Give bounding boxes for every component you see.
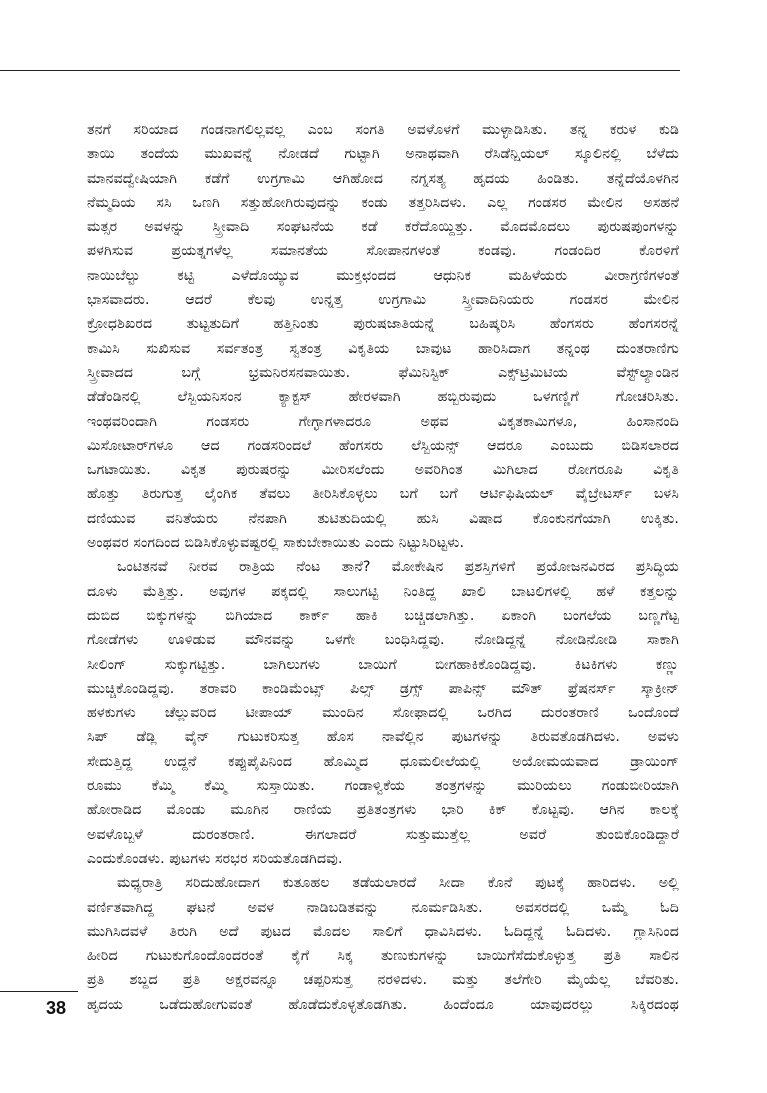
text-line: ತನಗೆ ಸರಿಯಾದ ಗಂಡನಾಗಲಿಲ್ಲವಲ್ಲ ಎಂಬ ಸಂಗತಿ ಅವಳೊಳಗೆ ಮುಳ್ಳಾಡಿಸಿತು. ತನ್ನ ಕರುಳ ಕುಡಿ	[87, 122, 679, 138]
text-line: ಮಿಸೋಟಾರ್‌ಗಳೂ ಆದ ಗಂಡಸರಿಂದಲೆ ಹೆಂಗಸರು ಲೆಸ್ಬಿಯನ್ಸ್ ಆದರೂ ಎಂಬುದು ಬಿಡಿಸಲಾರದ	[87, 437, 679, 454]
text-line: ಅವಳೊಬ್ಬಳೆ ದುರಂತರಾಣಿ. ಈಗಲಾದರೆ ಸುತ್ತುಮುತ್ತೆಲ್ಲ ಅವರೆ ತುಂಬಿಕೊಂಡಿದ್ದಾರೆ	[87, 826, 679, 843]
text-line: ಸೇದುತ್ತಿದ್ದ ಉದ್ದನೆ ಕಪ್ಪುಪೈಪಿನಿಂದ ಹೊಮ್ಮಿದ ಧೂಮಲೀಲೆಯಲ್ಲಿ ಅಯೋಮಯವಾದ ಡ್ರಾಯಿಂಗ್	[87, 753, 679, 770]
text-line: ರೂಮು ಕೆಮ್ಮಿ ಕೆಮ್ಮಿ ಸುಸ್ತಾಯಿತು. ಗಂಡಾಳ್ವಿಕೆಯ ತಂತ್ರಗಳನ್ನು ಮುರಿಯಲು ಗಂಡುಬೀರಿಯಾಗಿ	[87, 778, 679, 795]
text-line: ಹಳಕುಗಳು ಚೆಲ್ಲುವರಿದ ಟೀಪಾಯ್ ಮುಂದಿನ ಸೋಫಾದಲ್ಲಿ ಒರಗಿದ ದುರಂತರಾಣಿ ಒಂದೊಂದೆ	[87, 705, 679, 722]
text-line: ಸೀಲಿಂಗ್ ಸುಕ್ಕುಗಟ್ಟಿತ್ತು. ಬಾಗಿಲುಗಳು ಬಾಯಿಗೆ ಬೀಗಹಾಕಿಕೊಂಡಿದ್ದವು. ಕಿಟಕಿಗಳು ಕಣ್ಣು	[87, 656, 679, 673]
text-line: ಕ್ರೋಧಶಿಖರದ ತುಟ್ಟತುದಿಗೆ ಹತ್ತಿನಿಂತು ಪುರುಷಜಾತಿಯನ್ನೆ ಬಹಿಷ್ಕರಿಸಿ ಹೆಂಗಸರು ಹೆಂಗಸರನ್ನೆ	[87, 316, 679, 333]
text-line: ಹೊತ್ತು ತಿರುಗುತ್ತ ಲೈಂಗಿಕ ತೆವಲು ತೀರಿಸಿಕೊಳ್ಳಲು ಬಗೆ ಬಗೆ ಆರ್ಟಿಫಿಷಿಯಲ್ ವೈಬ್ರೇಟರ್ಸ್ ಬಳಸಿ	[87, 486, 679, 503]
text-line: ಮುಗಿಸಿದವಳೆ ತಿರುಗಿ ಅದೆ ಪುಟದ ಮೊದಲ ಸಾಲಿಗೆ ಧಾವಿಸಿದಳು. ಓದಿದ್ದನ್ನೆ ಓದಿದಳು. ಗ್ಲಾಸಿನಿಂದ	[87, 923, 679, 940]
text-line: ಸ್ತ್ರೀವಾದದ ಬಗ್ಗೆ ಭ್ರಮನಿರಸನವಾಯಿತು. ಫೆಮಿನಿಸ್ಟಿಕ್ ಎಕ್ಸ್‌ಟ್ರಿಮಿಟಿಯ ವೆಸ್ಟ್‌ಲ್ಯಾಂಡಿನ	[87, 364, 679, 381]
text-line: ಅಂಥವರ ಸಂಗದಿಂದ ಬಿಡಿಸಿಕೊಳ್ಳುವಷ್ಟರಲ್ಲಿ ಸಾಕುಬೇಕಾಯಿತು ಎಂದು ನಿಟ್ಟುಸಿರಿಟ್ಟಳು.	[87, 535, 465, 552]
text-line: ಪಳಗಿಸುವ ಪ್ರಯತ್ನಗಳೆಲ್ಲ ಸಮಾನತೆಯ ಸೋಪಾನಗಳಂತೆ ಕಂಡವು. ಗಂಡಂದಿರ ಕೊರಳಿಗೆ	[87, 243, 679, 260]
page-number: 38	[46, 998, 67, 1018]
text-line: ಡೆಡೆಂಡಿನಲ್ಲಿ ಲೆಸ್ಬಿಯನಿಸಂನ ಕ್ಯಾಕ್ಟಸ್ ಹೇರಳವಾಗಿ ಹಬ್ಬಿರುವುದು ಒಳಗಣ್ಣಿಗೆ ಗೋಚರಿಸಿತು.	[87, 389, 679, 406]
page-body-text	[87, 118, 679, 1017]
text-line: ದುಬಿದ ಬಿಕ್ಕುಗಳನ್ನು ಬಿಗಿಯಾದ ಕಾರ್ಕ್ ಹಾಕಿ ಬಚ್ಚಿಡಲಾಗಿತ್ತು. ಏಕಾಂಗಿ ಬಂಗಲೆಯ ಬಣ್ಣಗೆಟ್ಟ	[87, 607, 679, 624]
text-line: ಮತ್ಸರ ಅವಳನ್ನು ಸ್ತ್ರೀವಾದಿ ಸಂಘಟನೆಯ ಕಡೆ ಕರೆದೊಯ್ದಿತ್ತು. ಮೊದಮೊದಲು ಪುರುಷಪುಂಗಳನ್ನು	[87, 219, 679, 236]
text-line: ತಾಯಿ ತಂದೆಯ ಮುಖವನ್ನೆ ನೋಡದೆ ಗುಟ್ಟಾಗಿ ಅನಾಥವಾಗಿ ರೆಸಿಡೆನ್ಷಿಯಲ್ ಸ್ಕೂಲಿನಲ್ಲಿ ಬೆಳೆದು	[87, 146, 679, 163]
text-line: ದಣಿಯುವ ವನಿತೆಯರು ನೆನಪಾಗಿ ತುಟಿತುದಿಯಲ್ಲಿ ಹುಸಿ ವಿಷಾದ ಕೊಂಕುನಗೆಯಾಗಿ ಉಕ್ಕಿತು.	[87, 510, 679, 527]
text-line: ಕಾಮಿಸಿ ಸುಖಿಸುವ ಸರ್ವತಂತ್ರ ಸ್ವತಂತ್ರ ವಿಕೃತಿಯ ಬಾವುಟ ಹಾರಿಸಿದಾಗ ತನ್ನಂಥ ದುಂತರಾಣಿಗು	[87, 340, 679, 357]
top-rule	[0, 70, 680, 71]
text-line: ಪ್ರತಿ ಶಬ್ದದ ಪ್ರತಿ ಅಕ್ಷರವನ್ನೂ ಚಪ್ಪರಿಸುತ್ತ ನರಳಿದಳು. ಮತ್ತು ತಲೆಗೇರಿ ಮೈಯೆಲ್ಲ ಬೆವರಿತು.	[87, 972, 679, 989]
text-line: ಹೀರಿದ ಗುಟುಕುಗೊಂದೊಂದರಂತೆ ಕೈಗೆ ಸಿಕ್ಕ ತುಣುಕುಗಳನ್ನು ಬಾಯಿಗೆಸೆದುಕೊಳ್ಳುತ್ತ ಪ್ರತಿ ಸಾಲಿನ	[87, 948, 679, 965]
text-line: ನಾಯಿಬೆಲ್ಟು ಕಟ್ಟಿ ಎಳೆದೊಯ್ಯುವ ಮುಕ್ತಛಂದದ ಆಧುನಿಕ ಮಹಿಳೆಯರು ವೀರಾಗ್ರಣಿಗಳಂತೆ	[87, 267, 679, 284]
text-line: ಮುಚ್ಚಿಕೊಂಡಿದ್ದವು. ತರಾವರಿ ಕಾಂಡಿಮೆಂಟ್ಸ್ ಪಿಲ್ಸ್ ಡ್ರಗ್ಸ್ ಪಾಪಿನ್ಸ್ ಮೌತ್ ಫ್ರೆಷನರ್ಸ್ ಸ್ಕಾಕ್ರೀನ್	[87, 680, 679, 697]
text-line: ವರ್ಣಿತವಾಗಿದ್ದ ಘಟನೆ ಅವಳ ನಾಡಿಬಡಿತವನ್ನು ನೂರ್ಮಡಿಸಿತು. ಅವಸರದಲ್ಲಿ ಒಮ್ಮೆ ಓದಿ	[87, 899, 679, 916]
text-line: ಮಾನವದ್ವೇಷಿಯಾಗಿ ಕಡೆಗೆ ಉಗ್ರಗಾಮಿ ಆಗಿಹೋದ ನಗ್ನಸತ್ಯ ಹೃದಯ ಹಿಂಡಿತು. ತನ್ನೆದೆಯೊಳಗಿನ	[87, 170, 679, 187]
text-line: ನೆಮ್ಮದಿಯ ಸಸಿ ಒಣಗಿ ಸತ್ತುಹೋಗಿರುವುದನ್ನು ಕಂಡು ತತ್ತರಿಸಿದಳು. ಎಲ್ಲ ಗಂಡಸರ ಮೇಲಿನ ಅಸಹನೆ	[87, 194, 679, 211]
text-line: ಇಂಥವರಿಂದಾಗಿ ಗಂಡಸರು ಗೇಗ್ಳಾಗಳಾದರೂ ಅಥವ ವಿಕೃತಕಾಮಿಗಳೂ, ಹಿಂಸಾನಂದಿ	[87, 413, 679, 430]
footer-rule	[0, 991, 78, 992]
text-line: ಹೋರಾಡಿದ ಮೊಂಡು ಮೂಗಿನ ರಾಣಿಯ ಪ್ರತಿತಂತ್ರಗಳು ಭಾರಿ ಕಿಕ್ ಕೊಟ್ಟವು. ಆಗಿನ ಕಾಲಕ್ಕೆ	[87, 802, 679, 819]
text-line: ಒಗಟಾಯಿತು. ವಿಕೃತ ಪುರುಷರನ್ನು ಮೀರಿಸಲೆಂದು ಅವರಿಗಿಂತ ಮಿಗಿಲಾದ ರೋಗರೂಪಿ ವಿಕೃತಿ	[87, 462, 679, 479]
text-line: ಹೃದಯ ಒಡೆದುಹೋಗುವಂತೆ ಹೊಡೆದುಕೊಳ್ಳತೊಡಗಿತು. ಹಿಂದೆಂದೂ ಯಾವುದರಲ್ಲು ಸಿಕ್ಕಿರದಂಥ	[87, 996, 679, 1013]
text-line: ಮಧ್ಯರಾತ್ರಿ ಸರಿದುಹೋದಾಗ ಕುತೂಹಲ ತಡೆಯಲಾರದೆ ಸೀದಾ ಕೊನೆ ಪುಟಕ್ಕೆ ಹಾರಿದಳು. ಅಲ್ಲಿ	[117, 875, 679, 892]
text-line: ಸಿಪ್ ಡೆಡ್ಲಿ ವೈನ್ ಗುಟುಕರಿಸುತ್ತ ಹೊಸ ನಾವೆಲ್ಲಿನ ಪುಟಗಳನ್ನು ತಿರುವತೊಡಗಿದಳು. ಅವಳು	[87, 729, 679, 746]
text-line: ಗೋಡೆಗಳು ಊಳಿಡುವ ಮೌನವನ್ನು ಒಳಗೇ ಬಂಧಿಸಿದ್ದವು. ನೋಡಿದ್ದನ್ನೆ ನೋಡಿನೋಡಿ ಸಾಕಾಗಿ	[87, 632, 679, 649]
text-line: ಒಂಟಿತನವೆ ನೀರವ ರಾತ್ರಿಯ ನೆಂಟ ತಾನೆ? ಮೋಕೇಷಿನ ಪ್ರಶಸ್ತಿಗಳಿಗೆ ಪ್ರಯೋಜನವಿರದ ಪ್ರಸಿದ್ಧಿಯ	[117, 559, 679, 576]
text-line: ಭಾಸವಾದರು. ಆದರೆ ಕೆಲವು ಉನ್ನತ್ತ ಉಗ್ರಗಾಮಿ ಸ್ತ್ರೀವಾದಿನಿಯರು ಗಂಡಸರ ಮೇಲಿನ	[87, 292, 679, 309]
text-line: ದೂಳು ಮೆತ್ತಿತ್ತು. ಅವುಗಳ ಪಕ್ಕದಲ್ಲಿ ಸಾಲುಗಟ್ಟಿ ನಿಂತಿದ್ದ ಖಾಲಿ ಬಾಟಲಿಗಳಲ್ಲಿ ಹಳೆ ಕತ್ತಲನ್ನು	[87, 583, 679, 600]
text-line: ಎಂದುಕೊಂಡಳು. ಪುಟಗಳು ಸರಭರ ಸರಿಯತೊಡಗಿದವು.	[87, 850, 343, 867]
